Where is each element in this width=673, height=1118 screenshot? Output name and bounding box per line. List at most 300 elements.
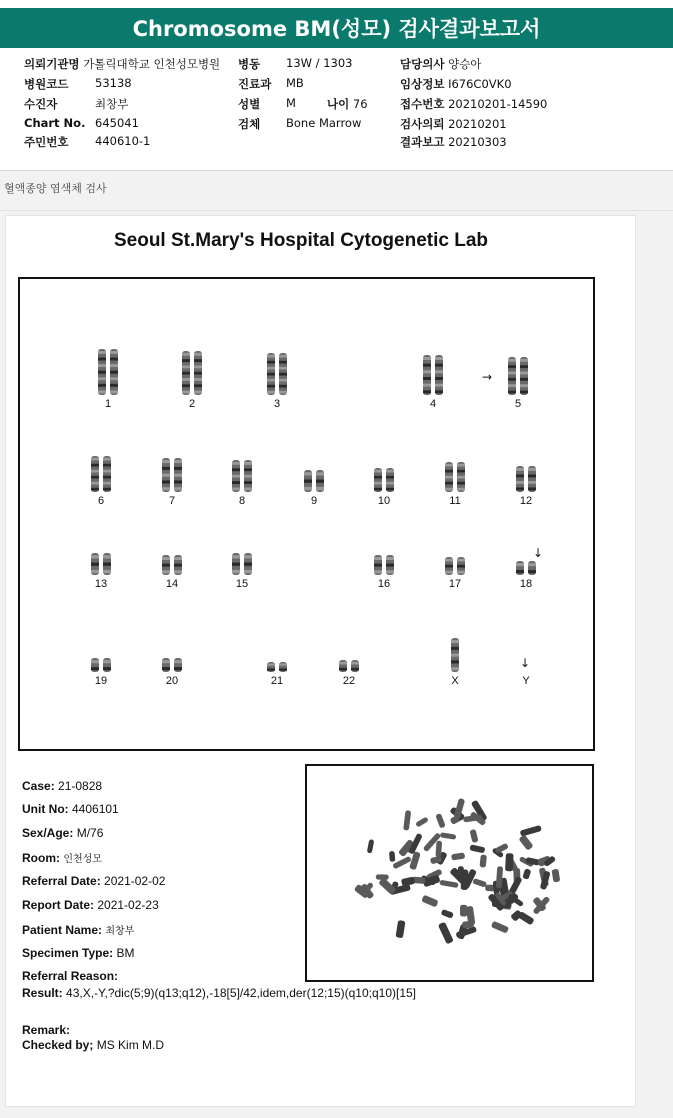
chromosome-band xyxy=(91,458,99,461)
chart-label: Chart No. xyxy=(24,116,86,130)
chromosome-band xyxy=(232,468,240,471)
chromosome-band xyxy=(520,391,528,394)
chromosome-band xyxy=(516,570,524,573)
result-field: Result: 43,X,-Y,?dic(5;9)(q13;q12),-18[5]/42,idem,der(12;15)(q10;q10)[15] xyxy=(22,986,417,1000)
chromosome-band xyxy=(508,391,516,394)
chromosome-band xyxy=(182,378,190,381)
chromosome-pair xyxy=(374,555,394,575)
chromosome-band xyxy=(91,667,99,670)
chromosome-band xyxy=(339,662,347,665)
chromosome-band xyxy=(374,488,382,491)
chromosome-band xyxy=(457,565,465,568)
chromosome-band xyxy=(91,488,99,491)
referral-date-field: Referral Date: 2021-02-02 xyxy=(22,874,166,888)
chromosome-label: 10 xyxy=(377,495,391,507)
unit-field: Unit No: 4406101 xyxy=(22,802,119,816)
chromosome-band xyxy=(244,468,252,471)
chromosome-band xyxy=(91,470,99,473)
request-field: 검사의뢰 20210201 xyxy=(400,117,507,131)
chromosome-band xyxy=(351,668,359,671)
chromosome-pair xyxy=(516,561,536,575)
chromosome-band xyxy=(194,378,202,381)
chromosome-band xyxy=(304,480,312,483)
header-divider xyxy=(0,170,673,171)
metaphase-chromosome xyxy=(520,825,542,837)
chromosome xyxy=(423,355,431,395)
chromosome-band xyxy=(110,351,118,354)
chromosome-pair xyxy=(182,351,202,395)
chromosome-band xyxy=(232,462,240,465)
chromosome-band xyxy=(110,390,118,393)
section-divider xyxy=(0,210,673,211)
chromosome-band xyxy=(316,472,324,475)
receipt-field: 접수번호 20210201-14590 xyxy=(400,97,548,111)
chromosome-band xyxy=(451,647,459,650)
metaphase-chromosome xyxy=(495,843,509,854)
chromosome-pair xyxy=(267,353,287,395)
chromosome-band xyxy=(445,464,453,467)
metaphase-chromosome xyxy=(472,878,487,888)
chromosome-band xyxy=(244,488,252,491)
chromosome-band xyxy=(423,364,431,367)
chromosome-band xyxy=(91,464,99,467)
chromosome-label: 2 xyxy=(188,398,196,410)
chromosome-band xyxy=(279,669,287,671)
chromosome-band xyxy=(374,570,382,573)
chromosome-band xyxy=(528,487,536,490)
chromosome-band xyxy=(182,384,190,387)
chromosome-band xyxy=(232,570,240,573)
metaphase-chromosome xyxy=(409,851,421,870)
chromosome-band xyxy=(451,640,459,643)
chromosome-band xyxy=(279,391,287,394)
chromosome-band xyxy=(98,358,106,361)
chromosome-pair xyxy=(423,355,443,395)
referral-reason-field: Referral Reason: xyxy=(22,969,119,983)
chromosome-band xyxy=(520,359,528,362)
chromosome-band xyxy=(103,660,111,663)
chromosome-pair xyxy=(232,553,252,575)
chromosome-label: 13 xyxy=(94,578,108,590)
chromosome-band xyxy=(244,462,252,465)
chromosome-band xyxy=(110,358,118,361)
chromosome-band xyxy=(279,664,287,666)
chromosome-band xyxy=(445,488,453,491)
chromosome-label: 17 xyxy=(448,578,462,590)
chromosome-label: 6 xyxy=(97,495,105,507)
chromosome-band xyxy=(279,373,287,376)
chromosome-band xyxy=(508,359,516,362)
patient-name-field: Patient Name: 최창부 xyxy=(22,923,135,937)
chromosome-label: 20 xyxy=(165,675,179,687)
chromosome-band xyxy=(110,371,118,374)
metaphase-chromosome xyxy=(401,877,415,887)
chromosome xyxy=(508,357,516,395)
chromosome-band xyxy=(279,367,287,370)
arrow-18: ↓ xyxy=(533,546,544,560)
section-title: 혈액종양 염색체 검사 xyxy=(4,182,107,195)
chromosome-band xyxy=(267,367,275,370)
chromosome-band xyxy=(516,474,524,477)
case-field: Case: 21-0828 xyxy=(22,779,103,793)
chromosome-band xyxy=(194,384,202,387)
chromosome-band xyxy=(316,487,324,490)
chromosome-band xyxy=(279,379,287,382)
chromosome-band xyxy=(244,481,252,484)
chromosome-band xyxy=(267,379,275,382)
chromosome-band xyxy=(162,480,170,483)
chromosome-band xyxy=(194,391,202,394)
chromosome-band xyxy=(457,571,465,574)
chromosome-band xyxy=(528,481,536,484)
metaphase-chromosome xyxy=(551,869,560,883)
chromosome-pair xyxy=(232,460,252,492)
chromosome-band xyxy=(435,370,443,373)
lab-title: Seoul St.Mary's Hospital Cytogenetic Lab xyxy=(113,230,489,251)
chromosome-band xyxy=(423,384,431,387)
chromosome-label: 11 xyxy=(449,495,461,507)
chromosome-pair xyxy=(508,357,528,395)
metaphase-chromosome xyxy=(458,866,465,880)
chromosome-pair xyxy=(162,458,182,492)
chromosome-label: 19 xyxy=(94,675,108,687)
metaphase-image-panel xyxy=(305,764,594,982)
chromosome-band xyxy=(386,482,394,485)
chromosome-band xyxy=(174,474,182,477)
metaphase-chromosome xyxy=(367,839,375,853)
chromosome-band xyxy=(103,570,111,573)
karyogram-image xyxy=(20,279,593,749)
chromosome-pair xyxy=(304,470,324,492)
metaphase-chromosome xyxy=(440,832,457,840)
chromosome-band xyxy=(445,565,453,568)
chromosome-band xyxy=(520,372,528,375)
chromosome-pair xyxy=(445,557,465,575)
checked-field: Checked by; MS Kim M.D xyxy=(22,1038,165,1052)
chromosome-band xyxy=(267,385,275,388)
chromosome-band xyxy=(162,467,170,470)
chromosome-band xyxy=(91,660,99,663)
specimen-type-field: Specimen Type: BM xyxy=(22,946,135,960)
chromosome-pair xyxy=(339,660,359,672)
chromosome-band xyxy=(232,555,240,558)
chromosome-label: 22 xyxy=(342,675,356,687)
chromosome-band xyxy=(232,475,240,478)
chromosome-band xyxy=(451,660,459,663)
chromosome-band xyxy=(528,563,536,566)
chromosome-pair xyxy=(162,555,182,575)
metaphase-chromosome xyxy=(389,851,395,862)
metaphase-chromosome xyxy=(435,841,442,858)
chromosome-band xyxy=(520,365,528,368)
rrn-label: 주민번호 xyxy=(24,135,69,149)
chromosome-band xyxy=(267,664,275,666)
chromosome-band xyxy=(528,474,536,477)
chromosome-band xyxy=(194,372,202,375)
chromosome-band xyxy=(232,481,240,484)
metaphase-chromosome xyxy=(392,856,412,870)
chromosome-band xyxy=(194,353,202,356)
doctor-field: 담당의사 양승아 xyxy=(400,57,482,71)
chromosome-band xyxy=(279,361,287,364)
chromosome-band xyxy=(267,391,275,394)
chromosome-band xyxy=(435,384,443,387)
metaphase-chromosome xyxy=(451,852,465,860)
chromosome-band xyxy=(91,563,99,566)
chromosome-band xyxy=(423,357,431,360)
chromosome-band xyxy=(103,470,111,473)
chromosome-band xyxy=(174,570,182,573)
remark-field: Remark: xyxy=(22,1023,71,1037)
chromosome-pair xyxy=(91,553,111,575)
chromosome-band xyxy=(174,460,182,463)
chromosome-band xyxy=(98,351,106,354)
chromosome-band xyxy=(232,488,240,491)
chromosome-pair xyxy=(91,658,111,672)
chromosome-label: X xyxy=(451,675,459,687)
chromosome-label: Y xyxy=(522,675,530,687)
chromosome-band xyxy=(435,357,443,360)
chromosome-band xyxy=(244,555,252,558)
metaphase-chromosome xyxy=(438,922,454,945)
chromosome-label: 8 xyxy=(238,495,246,507)
chromosome-band xyxy=(457,488,465,491)
chromosome-band xyxy=(423,390,431,393)
chromosome-band xyxy=(304,472,312,475)
chromosome-band xyxy=(110,377,118,380)
chromosome-band xyxy=(98,364,106,367)
chromosome-label: 15 xyxy=(235,578,249,590)
patient-label: 수진자 xyxy=(24,97,58,111)
metaphase-chromosome xyxy=(435,813,446,828)
sexage-field: Sex/Age: M/76 xyxy=(22,826,104,840)
chromosome-band xyxy=(174,557,182,560)
chromosome xyxy=(103,456,111,492)
dept-label: 진료과 xyxy=(238,77,272,91)
chromosome-band xyxy=(98,384,106,387)
chromosome-band xyxy=(162,564,170,567)
chromosome-band xyxy=(516,487,524,490)
chromosome-band xyxy=(386,570,394,573)
chromosome-band xyxy=(103,464,111,467)
chromosome-band xyxy=(316,480,324,483)
chromosome-pair xyxy=(98,349,118,395)
chromosome xyxy=(91,456,99,492)
patient-value: 최창부 xyxy=(95,97,129,111)
chromosome-band xyxy=(457,464,465,467)
ward-label: 병동 xyxy=(238,57,261,71)
chromosome-band xyxy=(162,570,170,573)
rrn-value: 440610-1 xyxy=(95,134,151,148)
chromosome-band xyxy=(267,355,275,358)
chromosome-band xyxy=(174,564,182,567)
chromosome-label: 9 xyxy=(310,495,318,507)
chromosome-band xyxy=(516,563,524,566)
chromosome-band xyxy=(445,559,453,562)
chromosome-band xyxy=(508,378,516,381)
chromosome-band xyxy=(445,571,453,574)
chromosome-band xyxy=(103,482,111,485)
chromosome-band xyxy=(182,365,190,368)
chromosome-band xyxy=(103,667,111,670)
chromosome-band xyxy=(451,654,459,657)
chart-value: 645041 xyxy=(95,116,139,130)
metaphase-chromosome xyxy=(491,921,509,934)
chromosome-band xyxy=(110,384,118,387)
chromosome-band xyxy=(374,557,382,560)
chromosome-band xyxy=(279,355,287,358)
chromosome xyxy=(520,357,528,395)
chromosome-band xyxy=(103,458,111,461)
chromosome-band xyxy=(103,476,111,479)
chromosome-band xyxy=(445,476,453,479)
chromosome-band xyxy=(182,391,190,394)
chromosome-pair xyxy=(267,662,287,672)
chromosome-band xyxy=(103,488,111,491)
specimen-value: Bone Marrow xyxy=(286,116,362,130)
hospital-code-label: 병원코드 xyxy=(24,77,69,91)
metaphase-chromosome xyxy=(505,853,514,871)
chromosome-band xyxy=(182,353,190,356)
chromosome-band xyxy=(451,667,459,670)
metaphase-chromosome xyxy=(462,921,474,929)
chromosome-band xyxy=(162,667,170,670)
chromosome-band xyxy=(520,378,528,381)
metaphase-chromosome xyxy=(421,895,438,908)
chromosome-band xyxy=(528,468,536,471)
chromosome-band xyxy=(374,564,382,567)
metaphase-chromosome xyxy=(522,868,531,880)
report-header xyxy=(0,0,673,170)
chromosome-band xyxy=(91,476,99,479)
chromosome-band xyxy=(162,487,170,490)
chromosome-pair xyxy=(91,456,111,492)
chromosome-band xyxy=(267,373,275,376)
chromosome-pair xyxy=(516,466,536,492)
chromosome-band xyxy=(267,669,275,671)
chromosome-band xyxy=(244,570,252,573)
chromosome-band xyxy=(516,468,524,471)
metaphase-chromosome xyxy=(403,810,411,831)
chromosome-band xyxy=(528,570,536,573)
chromosome-label: 14 xyxy=(165,578,179,590)
chromosome-pair xyxy=(445,462,465,492)
chromosome-band xyxy=(508,384,516,387)
cytogenetic-report xyxy=(5,215,636,1107)
chromosome-label: 21 xyxy=(270,675,284,687)
metaphase-image xyxy=(307,766,592,980)
arrow-5: → xyxy=(482,370,493,384)
chromosome-band xyxy=(110,364,118,367)
chromosome-band xyxy=(162,660,170,663)
chromosome-band xyxy=(244,475,252,478)
institution-field: 의뢰기관명 가톨릭대학교 인천성모병원 xyxy=(24,57,221,71)
chromosome-band xyxy=(103,563,111,566)
chromosome xyxy=(435,355,443,395)
chromosome-band xyxy=(174,667,182,670)
chromosome-band xyxy=(304,487,312,490)
metaphase-chromosome xyxy=(479,854,487,867)
metaphase-chromosome xyxy=(441,909,454,919)
chromosome-band xyxy=(174,480,182,483)
metaphase-chromosome xyxy=(460,905,467,917)
chromosome-band xyxy=(386,564,394,567)
chromosome-band xyxy=(182,372,190,375)
chromosome-band xyxy=(174,487,182,490)
metaphase-chromosome xyxy=(395,920,405,938)
metaphase-chromosome xyxy=(510,909,523,921)
chromosome-band xyxy=(162,557,170,560)
chromosome-band xyxy=(445,482,453,485)
chromosome-band xyxy=(91,570,99,573)
metaphase-chromosome xyxy=(518,834,533,850)
chromosome-pair xyxy=(451,638,459,672)
chromosome-band xyxy=(386,557,394,560)
chromosome-band xyxy=(194,359,202,362)
chromosome-band xyxy=(508,365,516,368)
chromosome-band xyxy=(386,488,394,491)
chromosome-band xyxy=(435,364,443,367)
chromosome-band xyxy=(279,385,287,388)
chromosome-band xyxy=(98,377,106,380)
result-report-field: 결과보고 20210303 xyxy=(400,135,507,149)
sex-value: M xyxy=(286,96,296,110)
chromosome-band xyxy=(374,470,382,473)
chromosome-label: 5 xyxy=(514,398,522,410)
chromosome-band xyxy=(232,563,240,566)
chromosome-band xyxy=(457,482,465,485)
chromosome-band xyxy=(374,476,382,479)
sex-label: 성별 xyxy=(238,97,261,111)
chromosome-band xyxy=(162,460,170,463)
chromosome-label: 7 xyxy=(168,495,176,507)
chromosome-band xyxy=(244,563,252,566)
chromosome-label: 12 xyxy=(519,495,533,507)
chromosome-band xyxy=(339,668,347,671)
chromosome-band xyxy=(91,555,99,558)
chromosome-band xyxy=(520,384,528,387)
clinical-field: 임상정보 I676C0VK0 xyxy=(400,77,512,91)
chromosome-band xyxy=(374,482,382,485)
chromosome-band xyxy=(386,476,394,479)
metaphase-chromosome xyxy=(469,844,485,853)
chromosome-band xyxy=(91,482,99,485)
chromosome-band xyxy=(435,377,443,380)
chromosome-band xyxy=(457,470,465,473)
age-field: 나이 76 xyxy=(327,97,368,111)
chromosome-band xyxy=(98,390,106,393)
hospital-code-value: 53138 xyxy=(95,76,132,90)
karyogram-panel xyxy=(18,277,595,751)
specimen-label: 검체 xyxy=(238,117,261,131)
arrow-y: ↓ xyxy=(520,656,531,670)
metaphase-chromosome xyxy=(469,829,478,843)
ward-value: 13W / 1303 xyxy=(286,56,353,70)
chromosome-label: 18 xyxy=(519,578,533,590)
room-field: Room: 인천성모 xyxy=(22,851,102,865)
metaphase-chromosome xyxy=(439,880,459,888)
chromosome-band xyxy=(174,660,182,663)
chromosome-band xyxy=(457,476,465,479)
report-date-field: Report Date: 2021-02-23 xyxy=(22,898,159,912)
dept-value: MB xyxy=(286,76,304,90)
chromosome-band xyxy=(423,377,431,380)
chromosome-band xyxy=(386,470,394,473)
chromosome-band xyxy=(508,372,516,375)
chromosome-label: 16 xyxy=(377,578,391,590)
chromosome-band xyxy=(423,370,431,373)
chromosome-label: 4 xyxy=(429,398,437,410)
